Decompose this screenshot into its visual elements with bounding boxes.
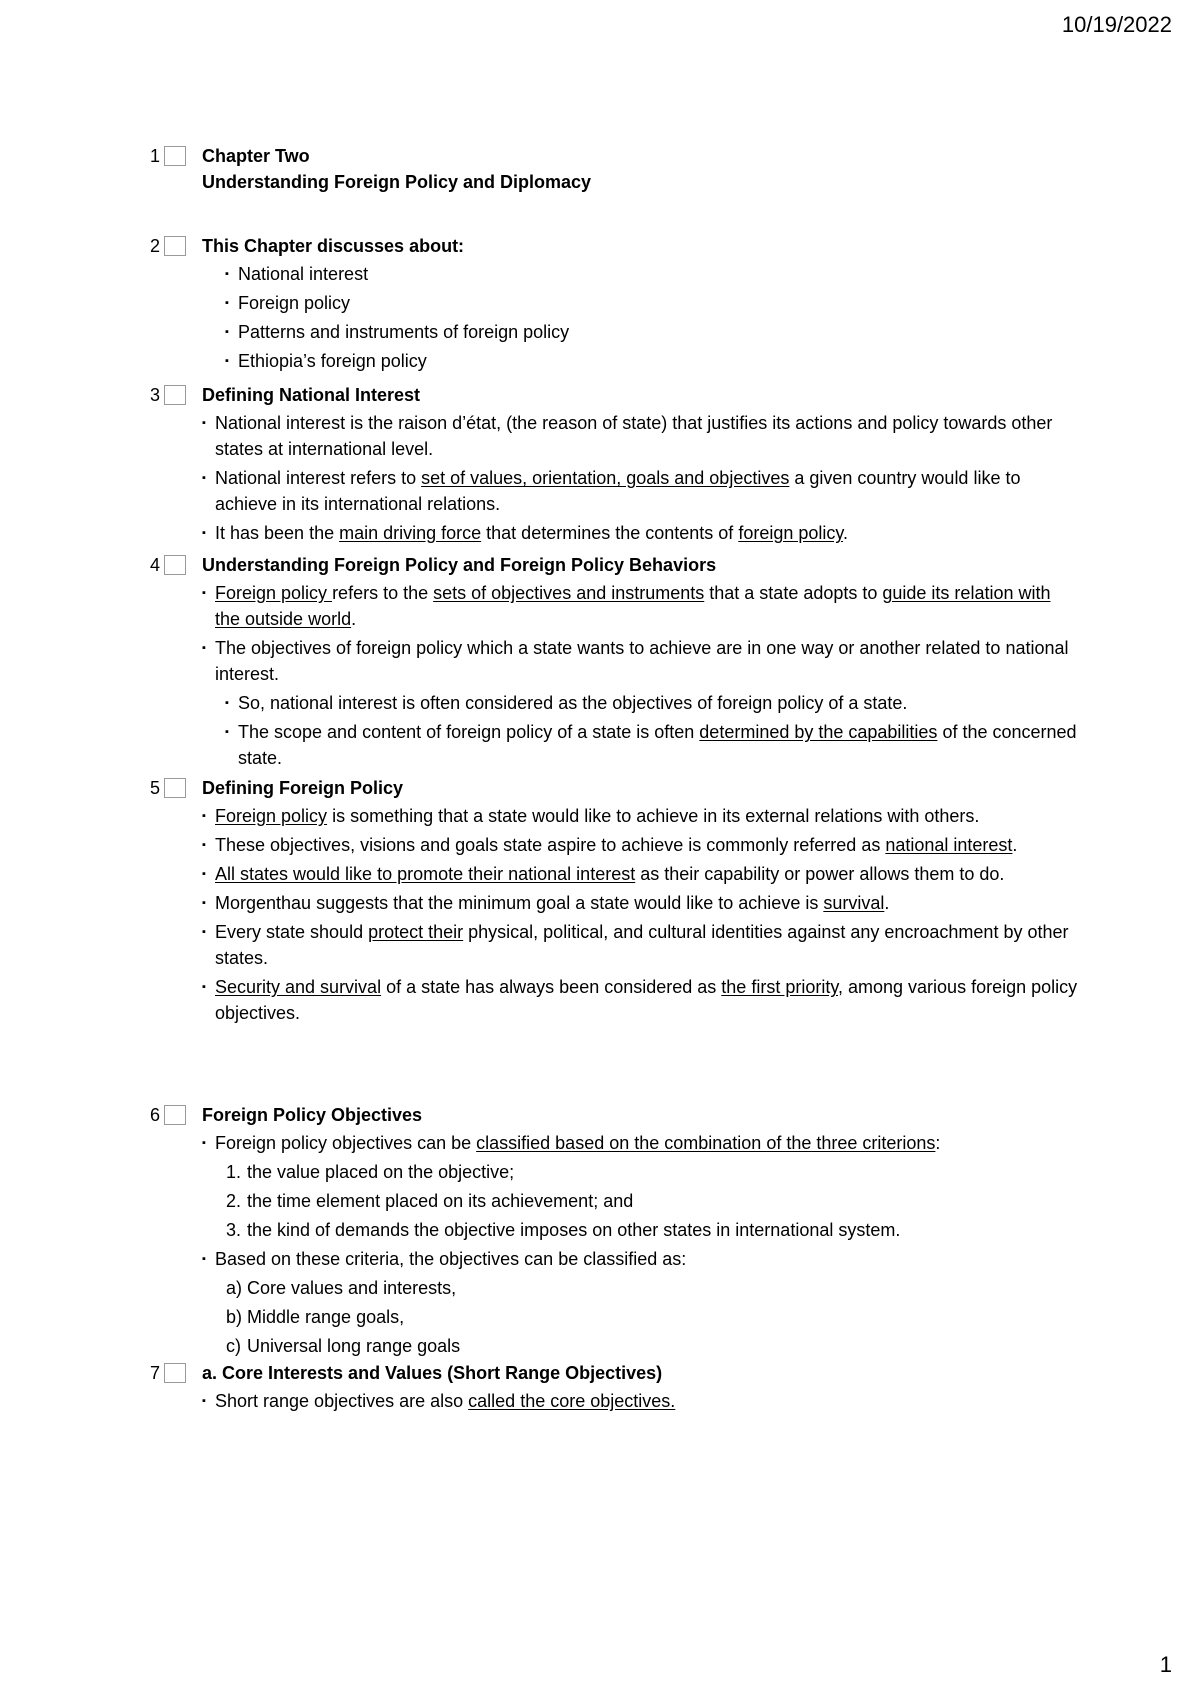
list-item bbox=[150, 861, 1080, 887]
slide-thumbnail-box bbox=[164, 146, 186, 166]
slide-header bbox=[150, 233, 1080, 259]
slide-title: Foreign Policy Objectives bbox=[202, 1105, 423, 1125]
text: . bbox=[1012, 835, 1018, 855]
slide-header bbox=[150, 775, 1080, 801]
text: Middle range goals, bbox=[247, 1307, 405, 1327]
text: refers to the bbox=[332, 583, 434, 603]
text: Foreign policy objectives can be bbox=[215, 1133, 477, 1153]
slide-thumbnail-box bbox=[164, 555, 186, 575]
text: physical, political, and cultural identities against any encroachment by other states. bbox=[215, 922, 1069, 968]
slide-1 bbox=[150, 143, 1080, 195]
text: These objectives, visions and goals state aspire to achieve is commonly referred as bbox=[215, 835, 886, 855]
slide-title: a. Core Interests and Values (Short Range Objectives) bbox=[202, 1363, 663, 1383]
underlined-text: Security and survival bbox=[215, 977, 382, 997]
slide-title: Defining Foreign Policy bbox=[202, 778, 404, 798]
item-marker: 3. bbox=[226, 1220, 242, 1240]
slide-title: This Chapter discusses about: bbox=[202, 236, 465, 256]
text: National interest refers to bbox=[215, 468, 422, 488]
slide-header bbox=[150, 143, 1080, 195]
underlined-text: called the core objectives. bbox=[468, 1391, 676, 1411]
item-marker: b) bbox=[226, 1307, 243, 1327]
slide-thumbnail-box bbox=[164, 1363, 186, 1383]
lettered-item bbox=[150, 1275, 1080, 1301]
list-item: ▪ National interest bbox=[150, 261, 1080, 287]
slide-number: 5 bbox=[150, 778, 161, 798]
list-item bbox=[150, 832, 1080, 858]
underlined-text: classified based on the combination of the three criterions bbox=[476, 1133, 936, 1153]
page-number: 1 bbox=[1159, 1652, 1172, 1677]
underlined-text: sets of objectives and instruments bbox=[433, 583, 705, 603]
item-marker: 1. bbox=[226, 1162, 242, 1182]
lettered-item bbox=[150, 1333, 1080, 1359]
list-item bbox=[150, 1388, 1080, 1414]
slide-number: 2 bbox=[150, 236, 161, 256]
item-marker: 2. bbox=[226, 1191, 242, 1211]
item-marker: a) bbox=[226, 1278, 243, 1298]
underlined-text: survival bbox=[823, 893, 885, 913]
numbered-item bbox=[150, 1217, 1080, 1243]
text: that a state adopts to bbox=[704, 583, 883, 603]
item-marker: c) bbox=[226, 1336, 241, 1356]
text: the kind of demands the objective imposes on other states in international system. bbox=[247, 1220, 901, 1240]
underlined-text: the first priority bbox=[721, 977, 838, 997]
numbered-item bbox=[150, 1188, 1080, 1214]
print-date: 10/19/2022 bbox=[1061, 12, 1172, 37]
text: . bbox=[351, 609, 357, 629]
text: Short range objectives are also bbox=[215, 1391, 469, 1411]
text: : bbox=[935, 1133, 941, 1153]
underlined-text: All states would like to promote their national interest bbox=[215, 864, 636, 884]
list-item bbox=[150, 410, 1080, 462]
list-item bbox=[150, 635, 1080, 687]
text: the time element placed on its achievement; and bbox=[247, 1191, 634, 1211]
list-item bbox=[150, 919, 1080, 971]
slide-header bbox=[150, 1360, 1080, 1386]
text: . bbox=[843, 523, 849, 543]
list-item: ▪ Ethiopia’s foreign policy bbox=[150, 348, 1080, 374]
text: Based on these criteria, the objectives can be classified as: bbox=[215, 1249, 687, 1269]
list-item bbox=[150, 1130, 1080, 1156]
slide-number: 1 bbox=[150, 146, 161, 166]
text: Every state should bbox=[215, 922, 369, 942]
slide-header bbox=[150, 1102, 1080, 1128]
chapter-subtitle: Understanding Foreign Policy and Diplomacy bbox=[202, 172, 592, 192]
text: Core values and interests, bbox=[247, 1278, 457, 1298]
slide-thumbnail-box bbox=[164, 1105, 186, 1125]
list-item: ▪ Patterns and instruments of foreign policy bbox=[150, 319, 1080, 345]
slide-4 bbox=[150, 552, 1080, 774]
list-item bbox=[150, 580, 1080, 632]
underlined-text: determined by the capabilities bbox=[699, 722, 938, 742]
text: The scope and content of foreign policy of a state is often bbox=[238, 722, 700, 742]
text: of a state has always been considered as bbox=[381, 977, 722, 997]
underlined-text: set of values, orientation, goals and objectives bbox=[421, 468, 790, 488]
text: , among various foreign policy objectives. bbox=[215, 977, 1078, 1023]
underlined-text: foreign policy bbox=[738, 523, 844, 543]
text: National interest is the raison d’état, (the reason of state) that justifies its actions and policy towards other states at international level. bbox=[215, 413, 1053, 459]
slide-thumbnail-box bbox=[164, 236, 186, 256]
slide-3 bbox=[150, 382, 1080, 549]
list-item bbox=[150, 465, 1080, 517]
text: the value placed on the objective; bbox=[247, 1162, 515, 1182]
slide-header bbox=[150, 552, 1080, 578]
list-item: ▪ Foreign policy bbox=[150, 290, 1080, 316]
slide-number: 4 bbox=[150, 555, 161, 575]
underlined-text: main driving force bbox=[339, 523, 482, 543]
numbered-item bbox=[150, 1159, 1080, 1185]
list-item bbox=[150, 890, 1080, 916]
slide-7 bbox=[150, 1360, 1080, 1417]
list-item bbox=[150, 803, 1080, 829]
list-item bbox=[150, 520, 1080, 546]
underlined-text: Foreign policy bbox=[215, 806, 328, 826]
text: is something that a state would like to achieve in its external relations with others. bbox=[327, 806, 980, 826]
text: of the concerned state. bbox=[238, 722, 1077, 768]
slide-number: 3 bbox=[150, 385, 161, 405]
list-item bbox=[150, 1246, 1080, 1272]
text: . bbox=[884, 893, 890, 913]
slide-title: Understanding Foreign Policy and Foreign Policy Behaviors bbox=[202, 555, 717, 575]
slide-number: 6 bbox=[150, 1105, 161, 1125]
underlined-text: guide its relation with the outside world bbox=[215, 583, 1051, 629]
sub-list-item bbox=[150, 690, 1080, 716]
text: So, national interest is often considered as the objectives of foreign policy of a state. bbox=[238, 693, 908, 713]
slide-title: Defining National Interest bbox=[202, 385, 421, 405]
underlined-text: protect their bbox=[368, 922, 464, 942]
text: Morgenthau suggests that the minimum goal a state would like to achieve is bbox=[215, 893, 824, 913]
text: The objectives of foreign policy which a state wants to achieve are in one way or another related to national interest. bbox=[215, 638, 1069, 684]
chapter-title: Chapter Two bbox=[202, 146, 310, 166]
slide-2 bbox=[150, 233, 1080, 377]
underlined-text: Foreign policy bbox=[215, 583, 333, 603]
text: Universal long range goals bbox=[247, 1336, 461, 1356]
slide-number: 7 bbox=[150, 1363, 161, 1383]
slide-header bbox=[150, 382, 1080, 408]
slide-5 bbox=[150, 775, 1080, 1029]
slide-thumbnail-box bbox=[164, 778, 186, 798]
sub-list-item bbox=[150, 719, 1080, 771]
text: a given country would like to achieve in its international relations. bbox=[215, 468, 1021, 514]
text: that determines the contents of bbox=[481, 523, 739, 543]
slide-thumbnail-box bbox=[164, 385, 186, 405]
slide-6 bbox=[150, 1102, 1080, 1362]
lettered-item bbox=[150, 1304, 1080, 1330]
text: as their capability or power allows them to do. bbox=[635, 864, 1005, 884]
underlined-text: national interest bbox=[885, 835, 1013, 855]
list-item bbox=[150, 974, 1080, 1026]
text: It has been the bbox=[215, 523, 340, 543]
